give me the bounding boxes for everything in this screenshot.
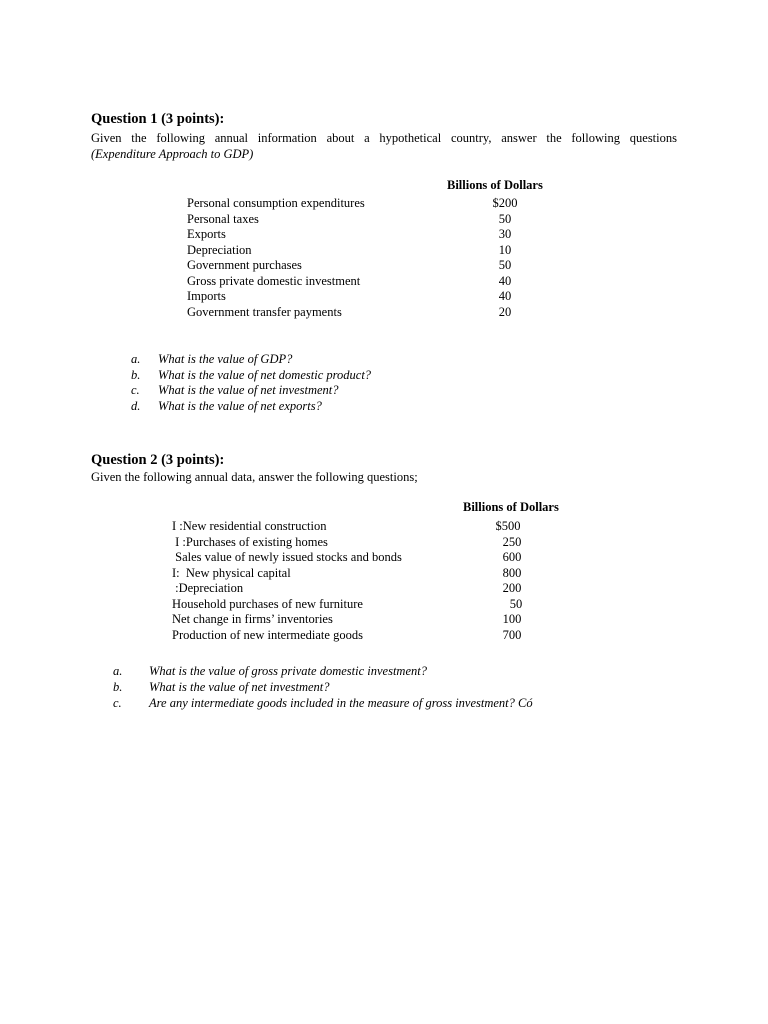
q1-intro-line1: Given the following annual information about a hypothetical country, answer the following questions bbox=[91, 131, 677, 145]
table-row bbox=[172, 581, 522, 597]
q2-title: Question 2 (3 points): bbox=[91, 452, 225, 468]
table-row bbox=[187, 227, 512, 243]
table-row bbox=[187, 211, 512, 228]
row-label: Depreciation bbox=[187, 242, 252, 257]
row-label: Government purchases bbox=[187, 258, 302, 272]
table-row bbox=[187, 289, 512, 305]
row-value: 50 bbox=[509, 596, 523, 611]
list-text: What is the value of net investment? bbox=[149, 680, 330, 694]
list-text: What is the value of gross private domestic investment? bbox=[149, 664, 427, 678]
q1-title: Question 1 (3 points): bbox=[91, 111, 225, 127]
table-row bbox=[187, 273, 512, 290]
table-row bbox=[187, 242, 512, 259]
q1-intro-line2: (Expenditure Approach to GDP) bbox=[91, 147, 254, 161]
row-label: Imports bbox=[187, 289, 226, 303]
table-row bbox=[172, 519, 521, 535]
table-row bbox=[172, 612, 522, 628]
row-label: I: New physical capital bbox=[172, 565, 291, 580]
row-label: Net change in firms’ inventories bbox=[172, 612, 333, 626]
list-marker: d. bbox=[131, 398, 141, 413]
row-label: Personal consumption expenditures bbox=[187, 196, 365, 210]
row-value: 40 bbox=[498, 289, 512, 303]
row-value: 200 bbox=[502, 581, 522, 595]
list-text: What is the value of net domestic product? bbox=[158, 367, 372, 382]
list-text: Are any intermediate goods included in the measure of gross investment? Có bbox=[149, 696, 533, 710]
list-marker: b. bbox=[113, 680, 123, 694]
table-row bbox=[172, 534, 522, 551]
row-label: Personal taxes bbox=[187, 211, 259, 226]
row-label: I :New residential construction bbox=[172, 519, 327, 533]
q2-column-header: Billions of Dollars bbox=[463, 500, 559, 514]
q1-intro bbox=[91, 130, 677, 162]
row-label: Gross private domestic investment bbox=[187, 273, 361, 288]
q2-intro: Given the following annual data, answer the following questions; bbox=[91, 470, 418, 484]
table-row bbox=[172, 596, 523, 613]
list-marker: a. bbox=[113, 664, 123, 678]
row-value: 600 bbox=[502, 550, 522, 564]
list-text: What is the value of net exports? bbox=[158, 398, 322, 413]
row-value: 10 bbox=[498, 242, 512, 257]
row-label: Government transfer payments bbox=[187, 304, 342, 319]
table-row bbox=[172, 565, 522, 582]
list-text: What is the value of GDP? bbox=[158, 352, 293, 366]
row-label: I :Purchases of existing homes bbox=[172, 534, 328, 549]
row-label: Household purchases of new furniture bbox=[172, 596, 363, 611]
table-row bbox=[187, 196, 518, 212]
table-row bbox=[187, 258, 512, 274]
row-label: :Depreciation bbox=[172, 581, 244, 595]
table-row bbox=[172, 627, 522, 644]
list-text: What is the value of net investment? bbox=[158, 383, 339, 397]
row-label: Production of new intermediate goods bbox=[172, 627, 363, 642]
row-value: 20 bbox=[498, 304, 512, 319]
row-value: 800 bbox=[502, 565, 522, 580]
row-value: $500 bbox=[495, 519, 521, 533]
table-row bbox=[187, 304, 512, 321]
list-marker: b. bbox=[131, 367, 141, 382]
q1-column-header: Billions of Dollars bbox=[447, 178, 543, 192]
list-marker: c. bbox=[113, 696, 122, 710]
row-value: 250 bbox=[502, 534, 522, 549]
row-label: Exports bbox=[187, 227, 226, 241]
row-value: 50 bbox=[498, 211, 512, 226]
list-marker: a. bbox=[131, 352, 141, 366]
row-value: 700 bbox=[502, 627, 522, 642]
row-value: 40 bbox=[498, 273, 512, 288]
row-label: Sales value of newly issued stocks and bonds bbox=[172, 550, 402, 564]
row-value: 30 bbox=[498, 227, 512, 241]
row-value: 100 bbox=[502, 612, 522, 626]
row-value: 50 bbox=[498, 258, 512, 272]
table-row bbox=[172, 550, 522, 566]
row-value: $200 bbox=[492, 196, 518, 210]
list-marker: c. bbox=[131, 383, 140, 397]
